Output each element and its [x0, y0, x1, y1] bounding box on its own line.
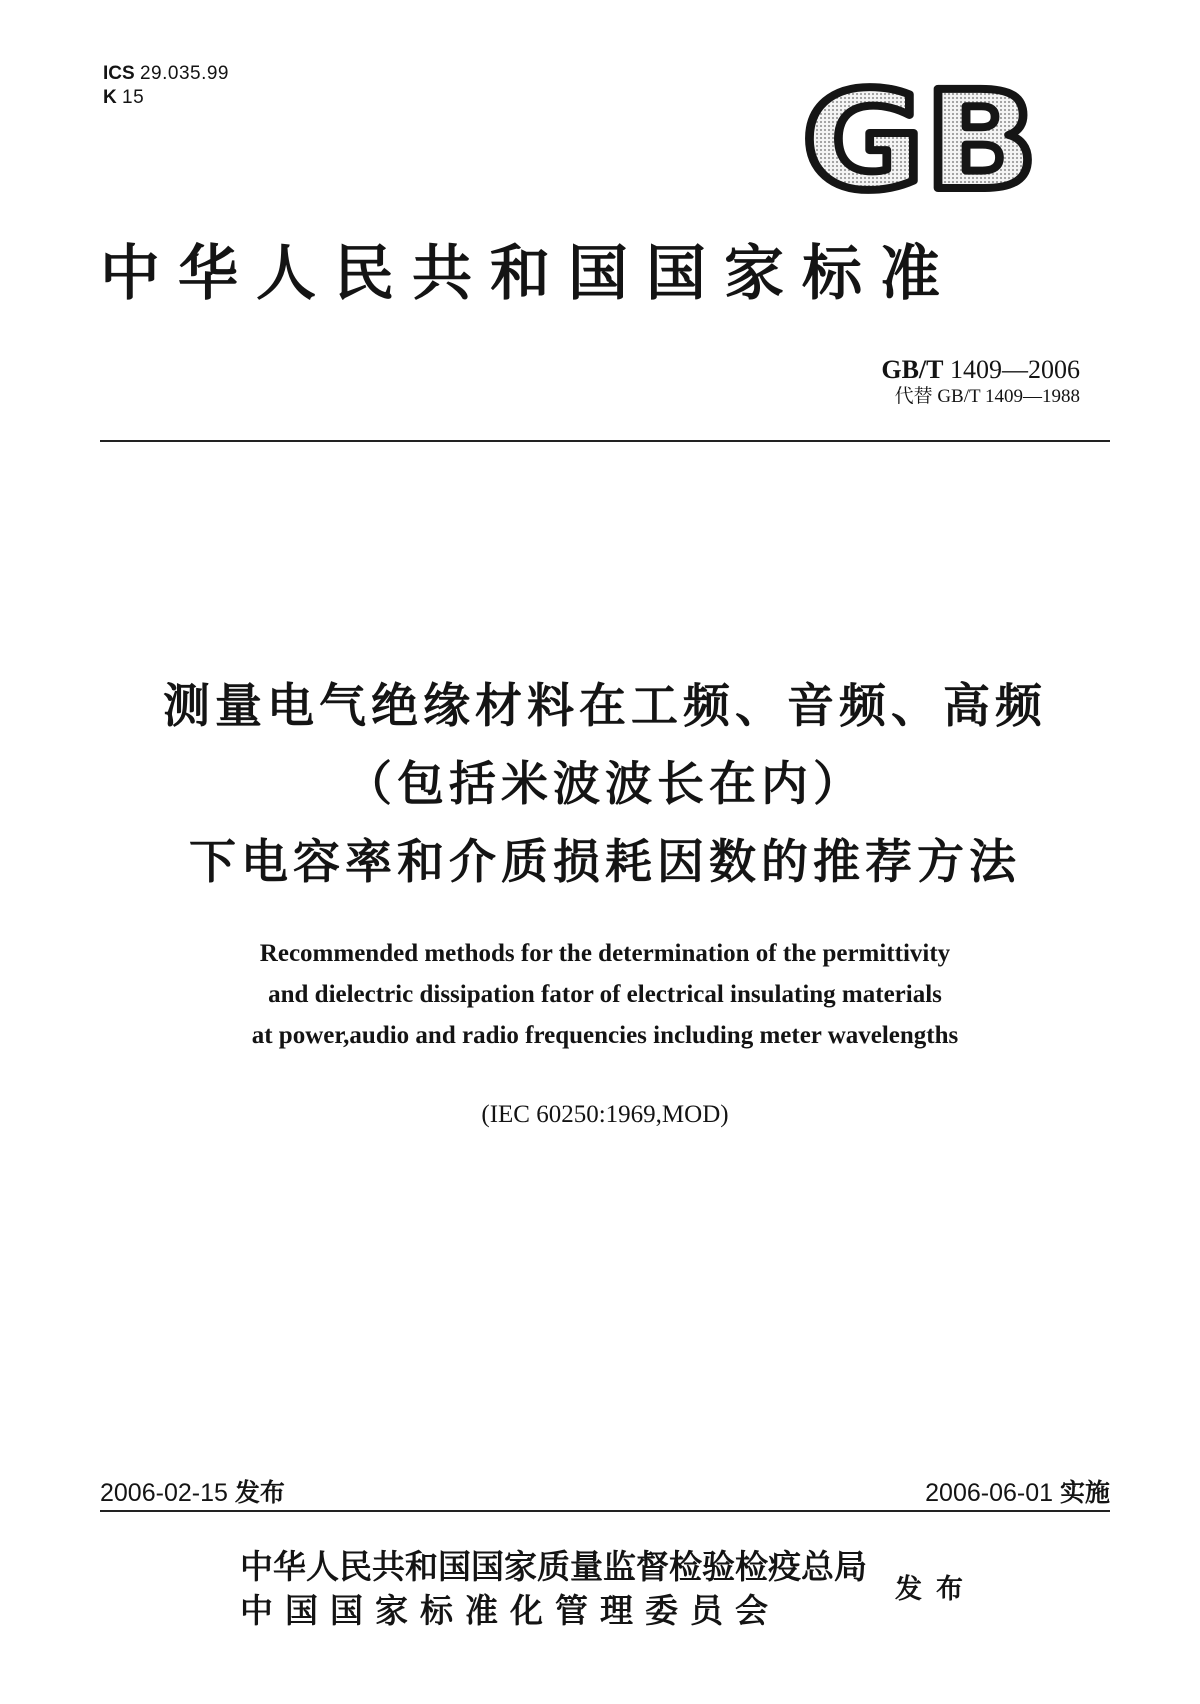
publish-word: 发布 [895, 1574, 977, 1605]
ccs-code [103, 86, 229, 110]
ics-value: 29.035.99 [139, 63, 229, 84]
replaces-standard: 代替 GB/T 1409—1988 [894, 386, 1080, 407]
publisher-aqsiq: 中华人民共和国国家质量监督检验检疫总局 [240, 1547, 867, 1586]
title-chinese-line: 下电容率和介质损耗因数的推荐方法 [189, 835, 1021, 890]
issue-date-value: 2006-02-15 [100, 1479, 228, 1507]
ics-code [103, 62, 229, 86]
implementation-date [820, 1478, 1110, 1508]
iec-reference: (IEC 60250:1969,MOD) [481, 1101, 729, 1128]
standard-number-value: 1409—2006 [950, 355, 1080, 384]
title-english-line: and dielectric dissipation fator of electrical insulating materials [268, 981, 942, 1008]
standard-number [800, 355, 1080, 385]
title-english [100, 933, 1110, 1056]
national-standard-heading: 中华人民共和国国家标准 [100, 239, 958, 309]
issue-word: 发布 [234, 1478, 285, 1507]
issue-date [100, 1478, 285, 1508]
title-english-line: at power,audio and radio frequencies including meter wavelengths [251, 1022, 959, 1049]
publishers [240, 1545, 867, 1633]
ccs-label: K [103, 87, 117, 108]
implementation-word: 实施 [1059, 1478, 1110, 1507]
gb-logo-text: GB [802, 76, 1038, 204]
title-chinese-line: （包括米波波长在内） [345, 757, 865, 812]
standard-prefix: GB/T [881, 355, 944, 384]
publisher-sac: 中国国家标准化管理委员会 [240, 1591, 780, 1630]
classification-codes [103, 62, 229, 110]
gb-logo [795, 76, 1045, 204]
title-english-line: Recommended methods for the determination of the permittivity [259, 940, 951, 967]
header-rule [100, 440, 1110, 442]
footer-rule [100, 1510, 1110, 1512]
title-chinese-line: 测量电气绝缘材料在工频、音频、高频 [163, 679, 1047, 734]
title-chinese [100, 668, 1110, 902]
ccs-value: 15 [122, 87, 145, 108]
standard-number-block [800, 355, 1080, 409]
ics-label: ICS [103, 63, 135, 84]
implementation-date-value: 2006-06-01 [925, 1479, 1054, 1507]
